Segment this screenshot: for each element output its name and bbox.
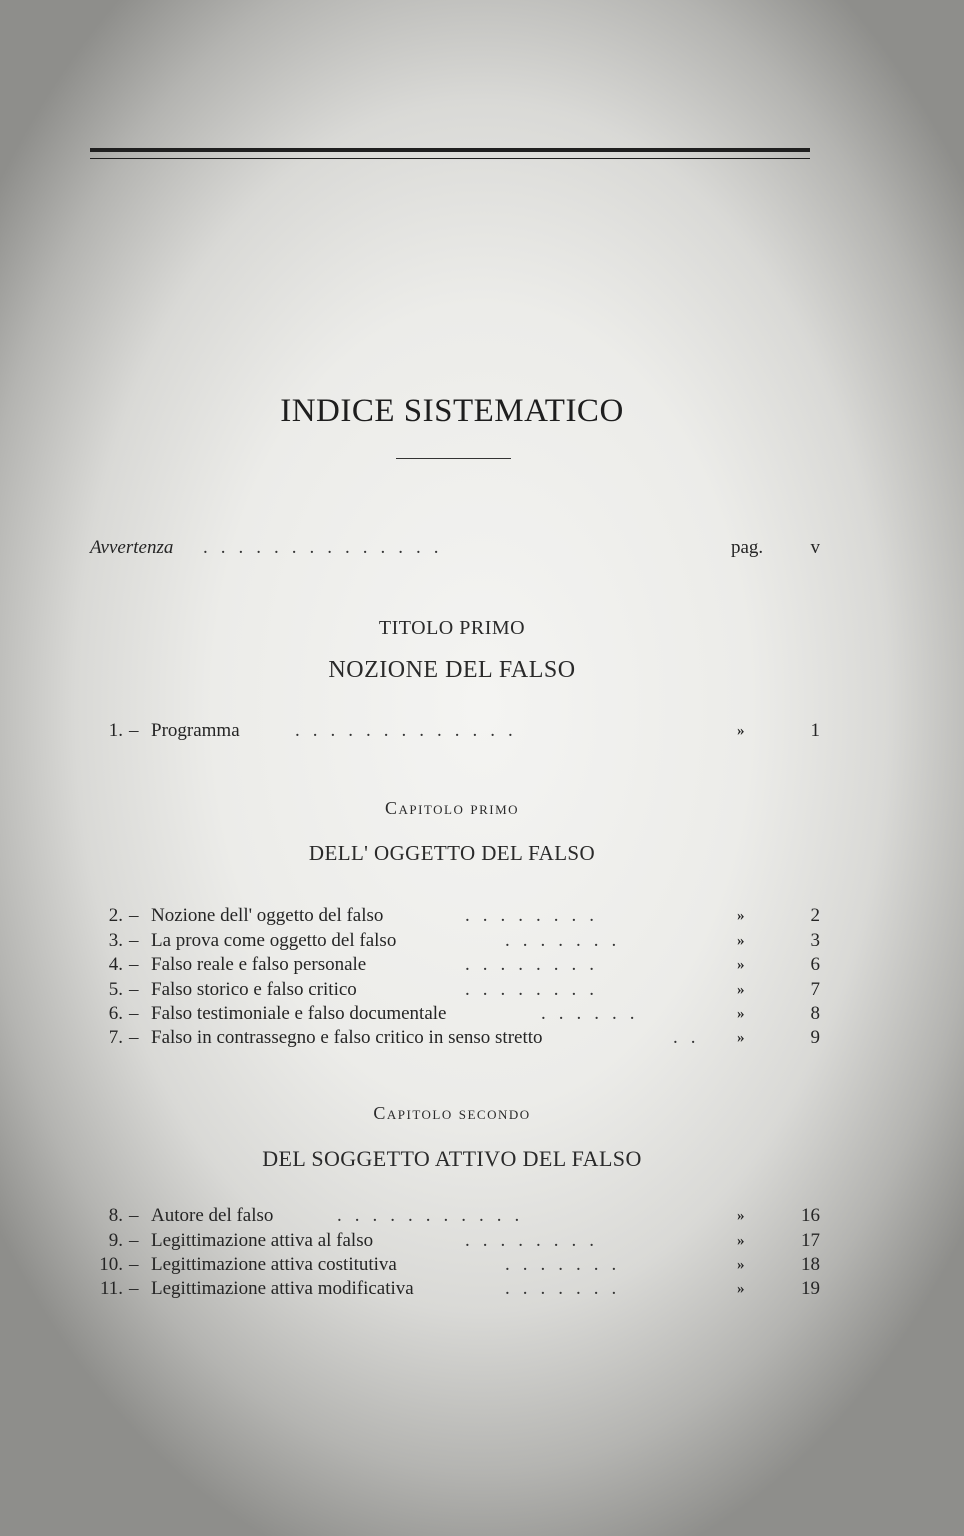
toc-entry-number: 10. (99, 1254, 123, 1275)
toc-page-number: 16 (801, 1205, 820, 1226)
toc-entry-label: Falso reale e falso personale (151, 954, 367, 975)
toc-entry[interactable] (85, 718, 820, 744)
toc-entry[interactable] (85, 1228, 820, 1254)
dash: – (129, 1205, 139, 1226)
toc-entry[interactable] (85, 977, 820, 1003)
toc-entry-label: Legittimazione attiva costitutiva (151, 1254, 397, 1275)
toc-page-number: 7 (810, 979, 820, 1000)
ditto-mark: » (737, 982, 745, 998)
toc-entry-number: 4. (108, 954, 123, 975)
ditto-mark: » (737, 723, 745, 739)
toc-entry-number: 5. (108, 979, 123, 1000)
toc-entry-number: 6. (108, 1003, 123, 1024)
ditto-mark: » (737, 1006, 745, 1022)
dash: – (129, 930, 139, 951)
ditto-mark: » (737, 1257, 745, 1273)
toc-entry-avvertenza[interactable] (85, 535, 820, 561)
toc-entry-number: 3. (108, 930, 123, 951)
ditto-mark: » (737, 1030, 745, 1046)
toc-entry-number: 11. (99, 1278, 123, 1299)
toc-page-number: 9 (810, 1027, 820, 1048)
toc-page-number: 1 (810, 720, 820, 741)
toc-page-number: 8 (810, 1003, 820, 1024)
toc-entry-label: Avvertenza (90, 537, 174, 558)
chapter-title: DEL SOGGETTO ATTIVO DEL FALSO (262, 1146, 642, 1171)
dot-leader: ........ (465, 1230, 607, 1251)
dot-leader: ........ (465, 954, 607, 975)
dot-leader: ........... (337, 1205, 533, 1226)
index-title: INDICE SISTEMATICO (280, 393, 624, 429)
header-rule-thick (90, 148, 810, 152)
chapter-heading: Capitolo primo (384, 798, 520, 818)
toc-entry-label: Falso in contrassegno e falso critico in senso stretto (151, 1027, 543, 1048)
ditto-mark: » (737, 957, 745, 973)
header-rule-thin (90, 158, 810, 159)
toc-entry-number: 7. (108, 1027, 123, 1048)
toc-page-number: 2 (810, 905, 820, 926)
ditto-mark: » (737, 933, 745, 949)
toc-entry-label: Falso storico e falso critico (151, 979, 357, 1000)
toc-entry[interactable] (85, 903, 820, 929)
toc-entry-number: 9. (108, 1230, 123, 1251)
toc-entry-number: 8. (108, 1205, 123, 1226)
toc-entry-label: La prova come oggetto del falso (151, 930, 397, 951)
ditto-mark: » (737, 1281, 745, 1297)
dash: – (129, 954, 139, 975)
section-title: NOZIONE DEL FALSO (328, 657, 576, 683)
toc-page-number: 6 (810, 954, 820, 975)
dot-leader: ........ (465, 905, 607, 926)
dash: – (129, 1027, 139, 1048)
dot-leader: ............. (295, 720, 526, 741)
title-underline (396, 458, 511, 459)
dot-leader: .............. (203, 537, 452, 558)
chapter-title: DELL' OGGETTO DEL FALSO (308, 841, 596, 865)
toc-entry-label: Autore del falso (151, 1205, 274, 1226)
toc-entry-label: Legittimazione attiva modificativa (151, 1278, 414, 1299)
dash: – (129, 1230, 139, 1251)
toc-page-number: 19 (801, 1278, 820, 1299)
toc-entry[interactable] (85, 1025, 820, 1051)
toc-entry-number: 1. (108, 720, 123, 741)
dot-leader: .. (673, 1027, 709, 1048)
dot-leader: ...... (541, 1003, 648, 1024)
toc-entry[interactable] (85, 1203, 820, 1229)
toc-entry-number: 2. (108, 905, 123, 926)
pag-label: pag. (731, 537, 764, 558)
dash: – (129, 1003, 139, 1024)
dash: – (129, 905, 139, 926)
dash: – (129, 1254, 139, 1275)
ditto-mark: » (737, 1233, 745, 1249)
toc-entry[interactable] (85, 1252, 820, 1278)
toc-entry[interactable] (85, 1001, 820, 1027)
toc-page-number: 3 (810, 930, 820, 951)
toc-entry[interactable] (85, 928, 820, 954)
section-heading: TITOLO PRIMO (378, 617, 526, 639)
chapter-heading: Capitolo secondo (373, 1103, 531, 1123)
toc-entry[interactable] (85, 952, 820, 978)
toc-page-number: v (810, 537, 820, 558)
dot-leader: ........ (465, 979, 607, 1000)
ditto-mark: » (737, 908, 745, 924)
dot-leader: ....... (505, 1278, 630, 1299)
toc-page-number: 18 (801, 1254, 820, 1275)
toc-entry-label: Legittimazione attiva al falso (151, 1230, 374, 1251)
dash: – (129, 979, 139, 1000)
toc-entry[interactable] (85, 1276, 820, 1302)
ditto-mark: » (737, 1208, 745, 1224)
toc-entry-label: Programma (151, 720, 240, 741)
toc-entry-label: Falso testimoniale e falso documentale (151, 1003, 447, 1024)
dot-leader: ....... (505, 930, 630, 951)
dash: – (129, 1278, 139, 1299)
dash: – (129, 720, 139, 741)
toc-page-number: 17 (801, 1230, 820, 1251)
dot-leader: ....... (505, 1254, 630, 1275)
toc-entry-label: Nozione dell' oggetto del falso (151, 905, 384, 926)
